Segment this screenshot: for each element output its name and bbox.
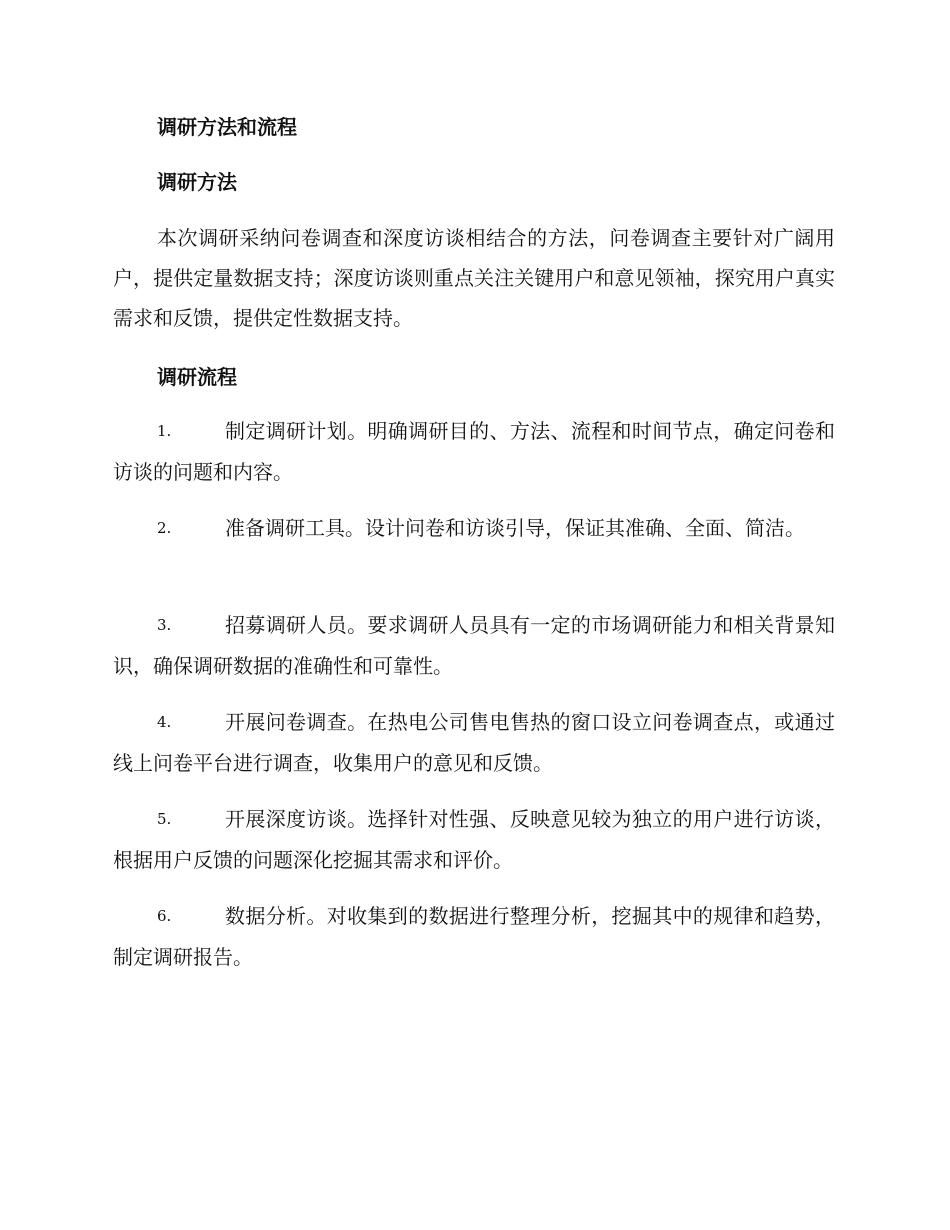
- process-step-5: [113, 799, 835, 881]
- step-text: 制定调研计划。明确调研目的、方法、流程和时间节点，确定问卷和访谈的问题和内容。: [113, 419, 835, 484]
- step-text: 数据分析。对收集到的数据进行整理分析，挖掘其中的规律和趋势，制定调研报告。: [113, 904, 835, 969]
- process-heading: 调研流程: [157, 365, 237, 389]
- step-number: 2.: [157, 519, 172, 537]
- step-text: 开展深度访谈。选择针对性强、反映意见较为独立的用户进行访谈，根据用户反馈的问题深化挖掘其需求和评价。: [113, 807, 835, 872]
- step-number: 6.: [157, 907, 172, 925]
- step-number: 4.: [157, 713, 172, 731]
- process-step-3: [113, 605, 835, 687]
- step-text: 准备调研工具。设计问卷和访谈引导，保证其准确、全面、简洁。: [225, 516, 805, 540]
- step-number: 3.: [157, 616, 172, 634]
- section-title: 调研方法和流程: [157, 115, 297, 139]
- process-step-2: [113, 508, 835, 549]
- process-step-6: [113, 896, 835, 978]
- step-text: 招募调研人员。要求调研人员具有一定的市场调研能力和相关背景知识，确保调研数据的准确性和可靠性。: [113, 613, 835, 678]
- methods-heading: 调研方法: [157, 170, 237, 194]
- process-step-4: [113, 702, 835, 784]
- methods-paragraph: 本次调研采纳问卷调查和深度访谈相结合的方法，问卷调查主要针对广阔用户，提供定量数据支持；深度访谈则重点关注关键用户和意见领袖，探究用户真实需求和反馈，提供定性数据支持。: [113, 226, 835, 330]
- process-step-1: [113, 411, 835, 493]
- step-text: 开展问卷调查。在热电公司售电售热的窗口设立问卷调查点，或通过线上问卷平台进行调查，收集用户的意见和反馈。: [113, 710, 835, 775]
- step-number: 1.: [157, 422, 172, 440]
- step-number: 5.: [157, 810, 172, 828]
